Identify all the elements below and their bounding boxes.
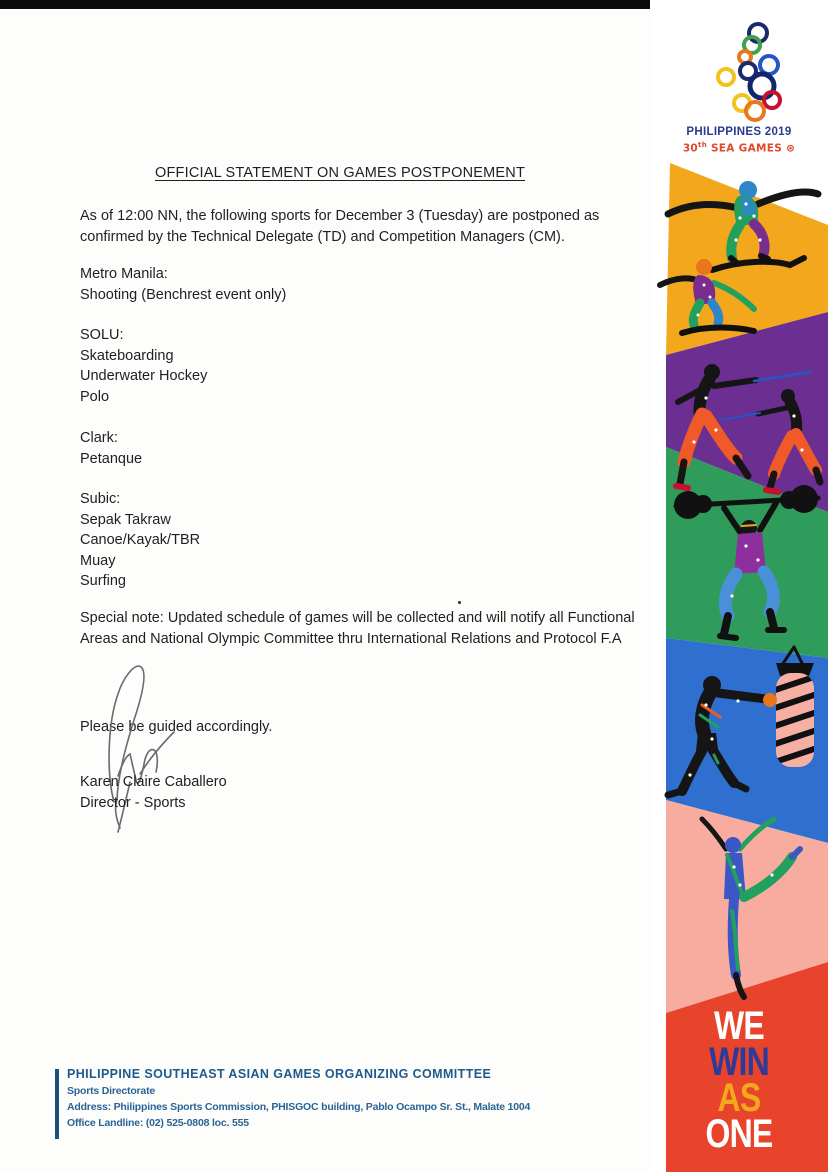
signatory-title: Director - Sports (80, 795, 186, 811)
postponement-section (80, 428, 142, 469)
sport-item: Surfing (80, 573, 126, 589)
location-label: SOLU: (80, 327, 124, 343)
footer-accent-bar (55, 1069, 59, 1139)
dancer-illustration (680, 815, 810, 1005)
sport-item: Sepak Takraw (80, 511, 171, 528)
footer-address: Address: Philippines Sports Commission, PHISGOC building, Pablo Ocampo Sr. St., Malate 1004 (67, 1101, 531, 1113)
slogan-word: AS (717, 1076, 761, 1120)
sport-item: Underwater Hockey (80, 368, 208, 384)
signatory-block (80, 772, 480, 814)
closing-line: Please be guided accordingly. (80, 719, 273, 735)
sport-item: Shooting (Benchrest event only) (80, 286, 287, 303)
location-label: Clark: (80, 430, 118, 446)
logo-ring (750, 74, 774, 98)
postponement-section (80, 489, 200, 592)
sport-item: Petanque (80, 450, 143, 467)
intro-paragraph: As of 12:00 NN, the following sports for December 3 (Tuesday) are postponed as confirmed by the Technical Delegate (TD) and Competition Managers (CM). (80, 208, 600, 245)
sport-item: Polo (80, 388, 110, 405)
boxer-punching-bag-illustration (654, 645, 826, 813)
footer-organization: PHILIPPINE SOUTHEAST ASIAN GAMES ORGANIZING COMMITTEE (67, 1067, 492, 1081)
letterhead-footer (55, 1066, 615, 1131)
we-win-as-one-slogan (650, 1004, 828, 1156)
letter-title: OFFICIAL STATEMENT ON GAMES POSTPONEMENT (155, 165, 525, 181)
signatory-name: Karen Claire Caballero (80, 774, 227, 790)
footer-phone: Office Landline: (02) 525-0808 loc. 555 (67, 1117, 249, 1129)
sea-games-side-banner (650, 0, 828, 1172)
slogan-word: WE (714, 1004, 764, 1048)
slogan-word: WIN (709, 1040, 769, 1084)
postponement-section (80, 325, 207, 407)
skateboarder-illustration-2 (656, 255, 778, 340)
federation-mark-icon: ⊛ (786, 142, 796, 155)
scan-artifact-dot (458, 601, 461, 604)
logo-ring (760, 56, 778, 74)
footer-department: Sports Directorate (67, 1085, 156, 1097)
special-note-paragraph: Special note: Updated schedule of games will be collected and will notify all Functional Areas and National Olympic Committee thru International Relations and Protocol F.A (80, 610, 635, 647)
logo-ring (718, 69, 734, 85)
event-branding (650, 126, 828, 156)
sport-item: Muay (80, 552, 116, 569)
sport-item: Skateboarding (80, 347, 174, 364)
postponement-section (80, 264, 286, 305)
logo-ring (746, 102, 764, 120)
event-name: PHILIPPINES 2019 (686, 126, 792, 138)
location-label: Subic: (80, 491, 121, 507)
slogan-word: ONE (705, 1112, 773, 1156)
sport-item: Canoe/Kayak/TBR (80, 532, 201, 548)
event-edition: 30th SEA GAMES ⊛ (682, 141, 796, 155)
weightlifter-illustration (672, 476, 822, 651)
sea-games-rings-logo (712, 16, 784, 124)
location-label: Metro Manila: (80, 266, 168, 282)
